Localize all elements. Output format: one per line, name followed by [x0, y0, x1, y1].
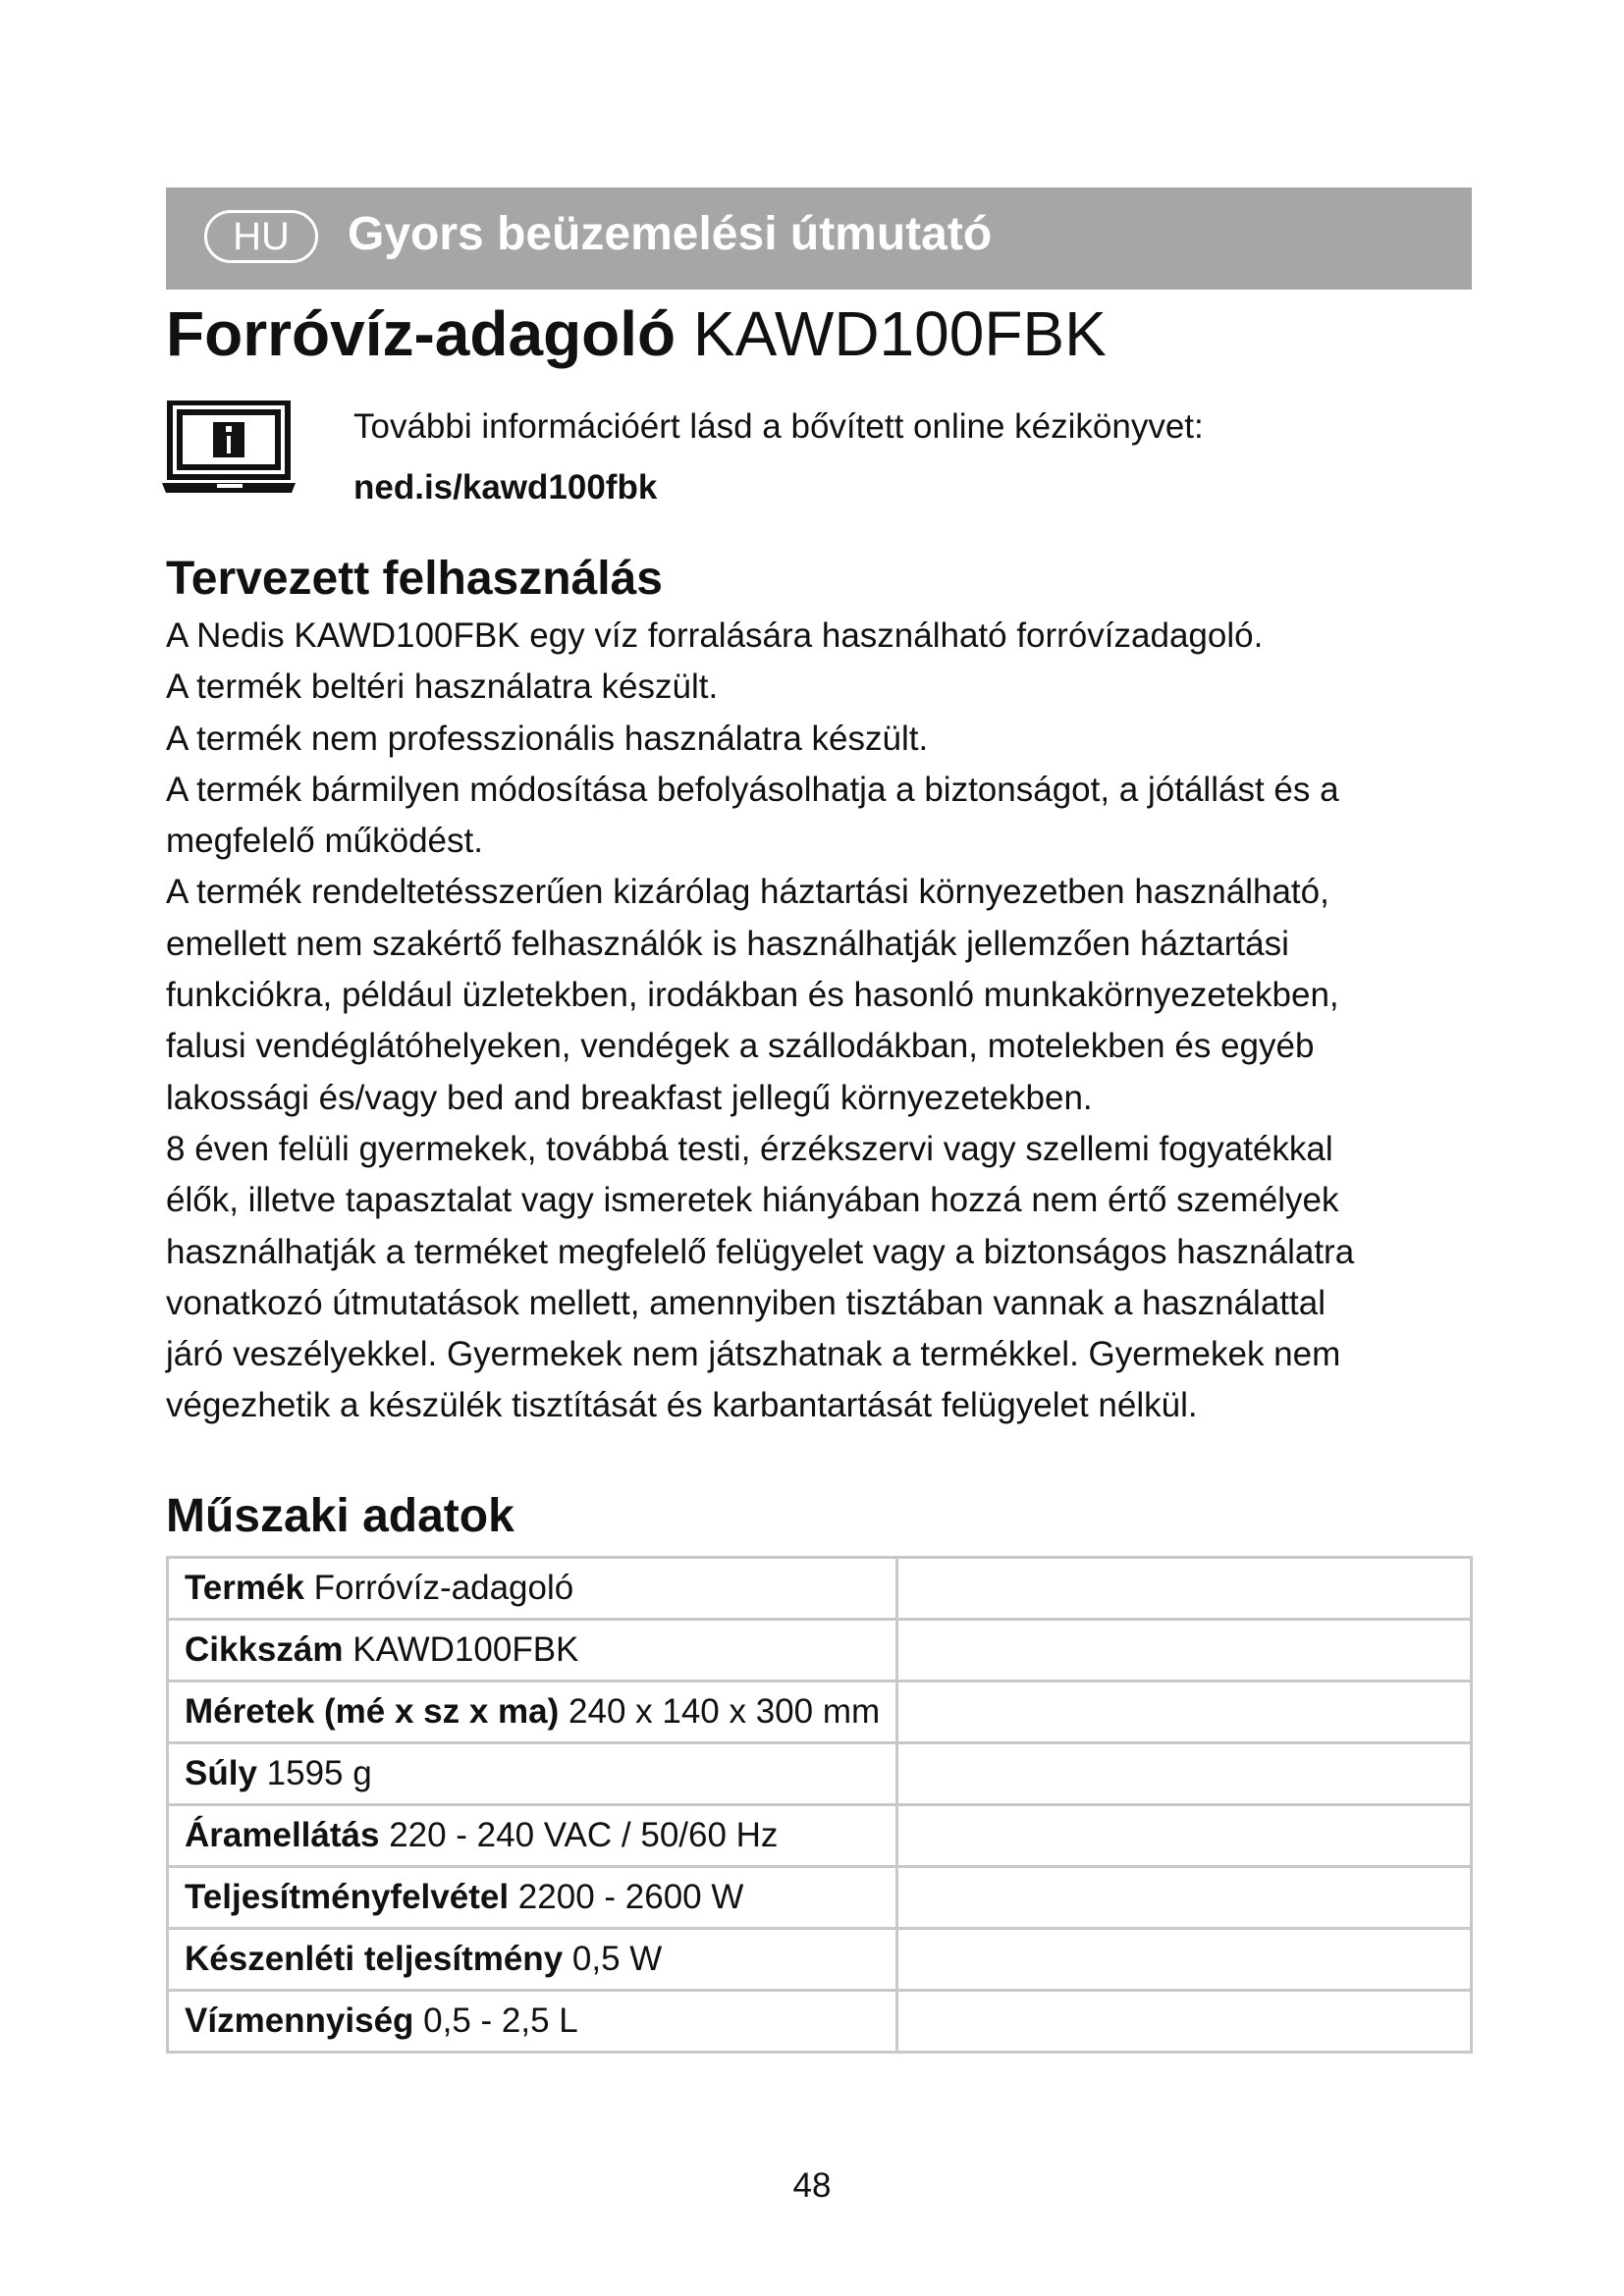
body-line: A termék beltéri használatra készült.	[166, 667, 719, 707]
body-line: falusi vendéglátóhelyeken, vendégek a szállodákban, motelekben és egyéb	[166, 1027, 1315, 1066]
spec-value: 1595 g	[266, 1754, 372, 1792]
laptop-info-icon	[162, 400, 299, 499]
spec-empty-cell	[897, 1682, 1472, 1743]
body-line: lakossági és/vagy bed and breakfast jellegű környezetekben.	[166, 1078, 1093, 1117]
product-name: Forróvíz-adagoló	[166, 298, 677, 369]
specs-heading: Műszaki adatok	[166, 1490, 514, 1542]
body-line: 8 éven felüli gyermekek, továbbá testi, érzékszervi vagy szellemi fogyatékkal	[166, 1129, 1333, 1168]
table-row	[168, 1620, 1472, 1682]
body-line: funkciókra, például üzletekben, irodákban és hasonló munkakörnyezetekben,	[166, 976, 1339, 1015]
body-line: vonatkozó útmutatások mellett, amennyiben tisztában vannak a használattal	[166, 1283, 1326, 1322]
table-row	[168, 1558, 1472, 1620]
spec-label: Vízmennyiség	[185, 2002, 414, 2040]
spec-label: Áramellátás	[185, 1816, 380, 1854]
table-row	[168, 1991, 1472, 2053]
spec-value: 0,5 - 2,5 L	[423, 2002, 578, 2040]
spec-cell	[168, 1743, 897, 1805]
spec-cell	[168, 1558, 897, 1620]
body-line: A termék rendeltetésszerűen kizárólag háztartási környezetben használható,	[166, 873, 1329, 912]
spec-label: Súly	[185, 1754, 257, 1792]
spec-label: Cikkszám	[185, 1630, 344, 1669]
spec-label: Teljesítményfelvétel	[185, 1878, 510, 1916]
spec-value: 2200 - 2600 W	[517, 1878, 744, 1916]
spec-cell	[168, 1929, 897, 1991]
spec-empty-cell	[897, 1743, 1472, 1805]
spec-value: 0,5 W	[571, 1940, 663, 1978]
body-line: élők, illetve tapasztalat vagy ismeretek hiányában hozzá nem értő személyek	[166, 1181, 1339, 1220]
table-row	[168, 1682, 1472, 1743]
banner-title: Gyors beüzemelési útmutató	[348, 208, 993, 260]
language-badge: HU	[204, 210, 318, 263]
spec-empty-cell	[897, 1929, 1472, 1991]
manual-link[interactable]: ned.is/kawd100fbk	[353, 468, 658, 507]
spec-label: Méretek (mé x sz x ma)	[185, 1692, 560, 1731]
spec-value: 220 - 240 VAC / 50/60 Hz	[389, 1816, 779, 1854]
body-line: A Nedis KAWD100FBK egy víz forralására használható forróvízadagoló.	[166, 616, 1264, 655]
spec-label: Termék	[185, 1569, 304, 1607]
table-row	[168, 1867, 1472, 1929]
manual-info-text: További információért lásd a bővített online kézikönyvet:	[353, 407, 1204, 446]
spec-cell	[168, 1682, 897, 1743]
specs-table	[166, 1556, 1473, 2054]
spec-cell	[168, 1620, 897, 1682]
body-line: emellett nem szakértő felhasználók is használhatják jellemzően háztartási	[166, 924, 1289, 963]
spec-cell	[168, 1805, 897, 1867]
spec-empty-cell	[897, 1558, 1472, 1620]
spec-cell	[168, 1991, 897, 2053]
spec-value: KAWD100FBK	[352, 1630, 579, 1669]
body-line: végezhetik a készülék tisztítását és karbantartását felügyelet nélkül.	[166, 1386, 1198, 1425]
spec-label: Készenléti teljesítmény	[185, 1940, 564, 1978]
body-line: A termék nem professzionális használatra készült.	[166, 719, 929, 758]
body-line: járó veszélyekkel. Gyermekek nem játszhatnak a termékkel. Gyermekek nem	[166, 1335, 1341, 1374]
table-row	[168, 1929, 1472, 1991]
spec-empty-cell	[897, 1991, 1472, 2053]
table-row	[168, 1805, 1472, 1867]
spec-value: 240 x 140 x 300 mm	[568, 1692, 881, 1731]
spec-empty-cell	[897, 1805, 1472, 1867]
body-line: használhatják a terméket megfelelő felügyelet vagy a biztonságos használatra	[166, 1232, 1355, 1271]
product-code: KAWD100FBK	[692, 298, 1107, 369]
spec-value: Forróvíz-adagoló	[313, 1569, 574, 1607]
intended-use-text	[166, 611, 1472, 1432]
spec-cell	[168, 1867, 897, 1929]
body-line: megfelelő működést.	[166, 822, 483, 861]
header-banner	[166, 187, 1472, 290]
spec-empty-cell	[897, 1867, 1472, 1929]
page-title	[166, 294, 1107, 373]
spec-empty-cell	[897, 1620, 1472, 1682]
body-line: A termék bármilyen módosítása befolyásolhatja a biztonságot, a jótállást és a	[166, 770, 1339, 809]
intended-use-heading: Tervezett felhasználás	[166, 553, 663, 605]
table-row	[168, 1743, 1472, 1805]
page-number: 48	[792, 2166, 832, 2205]
